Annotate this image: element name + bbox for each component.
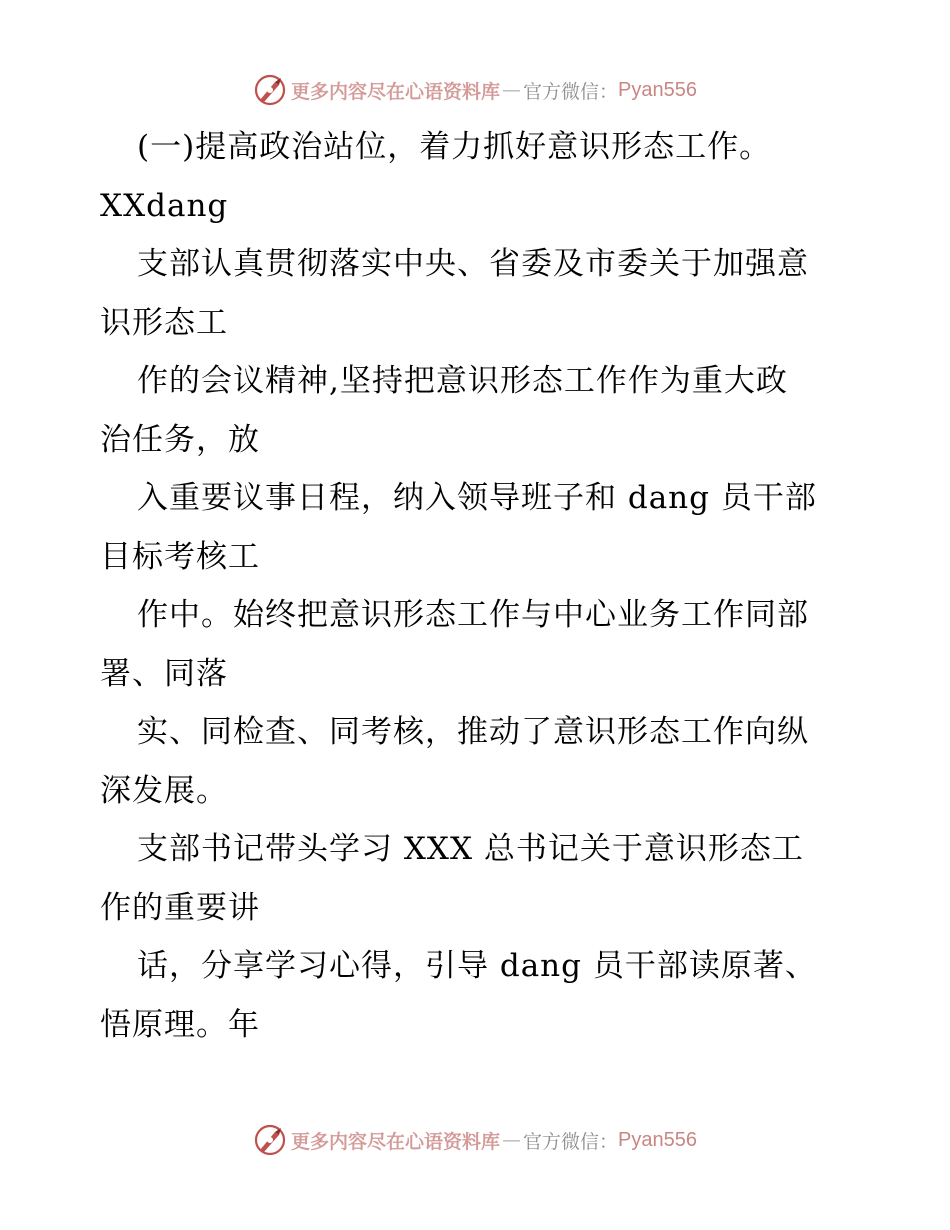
watermark-official-label: 官方微信： bbox=[523, 1130, 619, 1153]
text-line: 支部认真贯彻落实中央、省委及市委关于加强意 bbox=[137, 246, 809, 282]
text-line: 作中。始终把意识形态工作与中心业务工作同部 bbox=[137, 597, 809, 633]
text-line: 治任务，放 bbox=[100, 421, 260, 458]
watermark-dash: — bbox=[502, 79, 522, 101]
text-line: 入重要议事日程，纳入领导班子和 dang 员干部 bbox=[137, 480, 817, 516]
quill-pen-logo-icon bbox=[253, 1123, 287, 1157]
header-watermark bbox=[0, 70, 950, 110]
watermark-wechat-id: Pyan556 bbox=[618, 78, 697, 101]
text-line: 作的会议精神,坚持把意识形态工作作为重大政 bbox=[137, 363, 788, 399]
text-line: 深发展。 bbox=[100, 772, 228, 809]
watermark-official-label: 官方微信： bbox=[523, 80, 619, 103]
text-line: 话，分享学习心得，引导 dang 员干部读原著、 bbox=[137, 948, 817, 984]
text-line: 实、同检查、同考核，推动了意识形态工作向纵 bbox=[137, 714, 809, 750]
quill-pen-logo-icon bbox=[253, 73, 287, 107]
watermark-dash: — bbox=[502, 1129, 522, 1151]
document-body bbox=[100, 118, 860, 1054]
text-line: (一)提高政治站位，着力抓好意识形态工作。 bbox=[137, 129, 772, 165]
watermark-brand-text: 更多内容尽在心语资料库 bbox=[291, 1130, 501, 1153]
text-line: 目标考核工 bbox=[100, 538, 260, 575]
text-line: 悟原理。年 bbox=[100, 1006, 260, 1043]
footer-watermark bbox=[0, 1120, 950, 1160]
text-line: 作的重要讲 bbox=[100, 889, 260, 926]
watermark-wechat-id: Pyan556 bbox=[618, 1128, 697, 1151]
text-line: 署、同落 bbox=[100, 655, 228, 692]
text-line: XXdang bbox=[100, 187, 229, 224]
watermark-brand-text: 更多内容尽在心语资料库 bbox=[291, 80, 501, 103]
text-line: 支部书记带头学习 XXX 总书记关于意识形态工 bbox=[137, 831, 804, 867]
text-line: 识形态工 bbox=[100, 304, 228, 341]
